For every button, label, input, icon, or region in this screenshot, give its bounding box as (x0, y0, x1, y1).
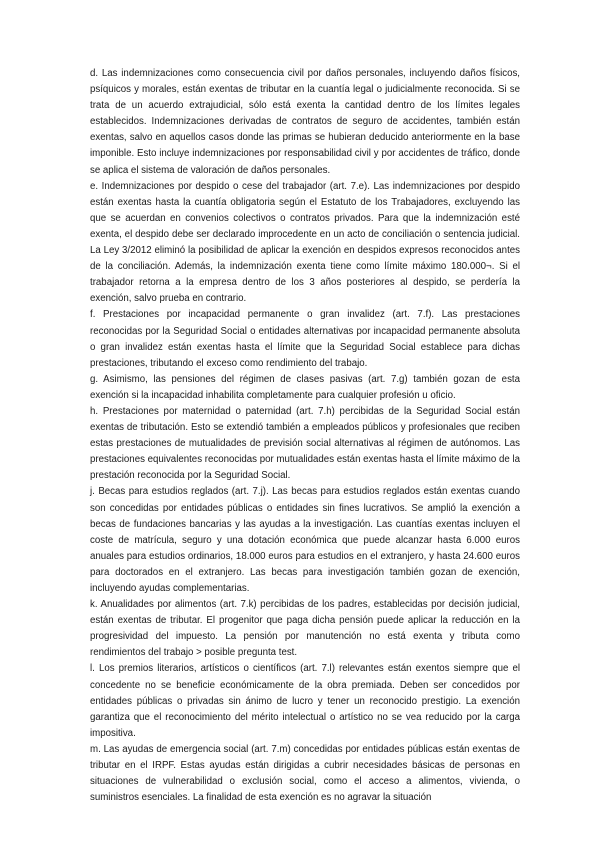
paragraph-j: j. Becas para estudios reglados (art. 7.j). Las becas para estudios reglados están exentas cuando son concedidas por entidades públicas o entidades sin fines lucrativos. Se amplió la exención a becas de fundaciones bancarias y las ayudas a la investigación. Las cuantías exentas incluyen el coste de matrícula, seguro y una dotación económica que puede alcanzar hasta 6.000 euros anuales para estudios ordinarios, 18.000 euros para estudios en el extranjero, y hasta 24.600 euros para doctorados en el extranjero. Las becas para investigación también gozan de exención, incluyendo ayudas complementarias. (90, 486, 520, 594)
paragraph-m: m. Las ayudas de emergencia social (art. 7.m) concedidas por entidades públicas están exentas de tributar en el IRPF. Estas ayudas están dirigidas a cubrir necesidades básicas de personas en situaciones de vulnerabilidad o exclusión social, como el acceso a alimentos, vivienda, o suministros esenciales. La finalidad de esta exención es no agravar la situación (90, 743, 520, 804)
document-body (90, 66, 520, 806)
paragraph-k: k. Anualidades por alimentos (art. 7.k) percibidas de los padres, establecidas por decisión judicial, están exentas de tributar. El progenitor que paga dicha pensión puede aplicar la reducción en la progresividad del impuesto. La pensión por manutención no está exenta y tributa como rendimientos del trabajo > posible pregunta test. (90, 599, 520, 659)
paragraph-f: f. Prestaciones por incapacidad permanente o gran invalidez (art. 7.f). Las prestaciones reconocidas por la Seguridad Social o entidades alternativas por incapacidad permanente absoluta o gran invalidez están exentas hasta el límite que la Seguridad Social establece para dichas prestaciones, tributando el exceso como rendimiento del trabajo. (90, 309, 520, 369)
paragraph-d: d. Las indemnizaciones como consecuencia civil por daños personales, incluyendo daños físicos, psíquicos y morales, están exentas de tributar en la cuantía legal o judicialmente reconocida. Si se trata de un acuerdo extrajudicial, sólo está exenta la cantidad dentro de los límites legales establecidos. Indemnizaciones derivadas de contratos de seguro de accidentes, también están exentas, salvo en aquellos casos donde las primas se hubieran deducido anteriormente en la base imponible. Esto incluye indemnizaciones por responsabilidad civil y por accidentes de tráfico, donde se aplica el sistema de valoración de daños personales. (90, 68, 520, 176)
paragraph-e: e. Indemnizaciones por despido o cese del trabajador (art. 7.e). Las indemnizaciones por despido están exentas hasta la cuantía obligatoria según el Estatuto de los Trabajadores, excluyendo las que se acuerdan en convenios colectivos o contratos privados. Para que la indemnización esté exenta, el despido debe ser declarado improcedente en un acto de conciliación o sentencia judicial. La Ley 3/2012 eliminó la posibilidad de aplicar la exención en despidos expresos reconocidos antes de la conciliación. Además, la indemnización exenta tiene como límite máximo 180.000¬. Si el trabajador retorna a la empresa dentro de los 3 años posteriores al despido, se perdería la exención, salvo prueba en contrario. (90, 180, 520, 305)
paragraph-l: l. Los premios literarios, artísticos o científicos (art. 7.l) relevantes están exentos siempre que el concedente no se beneficie económicamente de la obra premiada. Deben ser concedidos por entidades públicas o privadas sin ánimo de lucro y tener un reconocido prestigio. La exención garantiza que el reconocimiento del mérito intelectual o artístico no se vea reducido por la carga impositiva. (90, 663, 520, 739)
paragraph-g: g. Asimismo, las pensiones del régimen de clases pasivas (art. 7.g) también gozan de esta exención si la incapacidad inhabilita completamente para cualquier profesión u oficio. (90, 373, 520, 401)
paragraph-h: h. Prestaciones por maternidad o paternidad (art. 7.h) percibidas de la Seguridad Social están exentas de tributación. Esto se extendió también a empleados públicos y profesionales que reciben estas prestaciones de mutualidades de previsión social alternativas al régimen de autónomos. Las prestaciones equivalentes reconocidas por mutualidades están exentas hasta el límite máximo de la prestación reconocida por la Seguridad Social. (90, 405, 520, 482)
